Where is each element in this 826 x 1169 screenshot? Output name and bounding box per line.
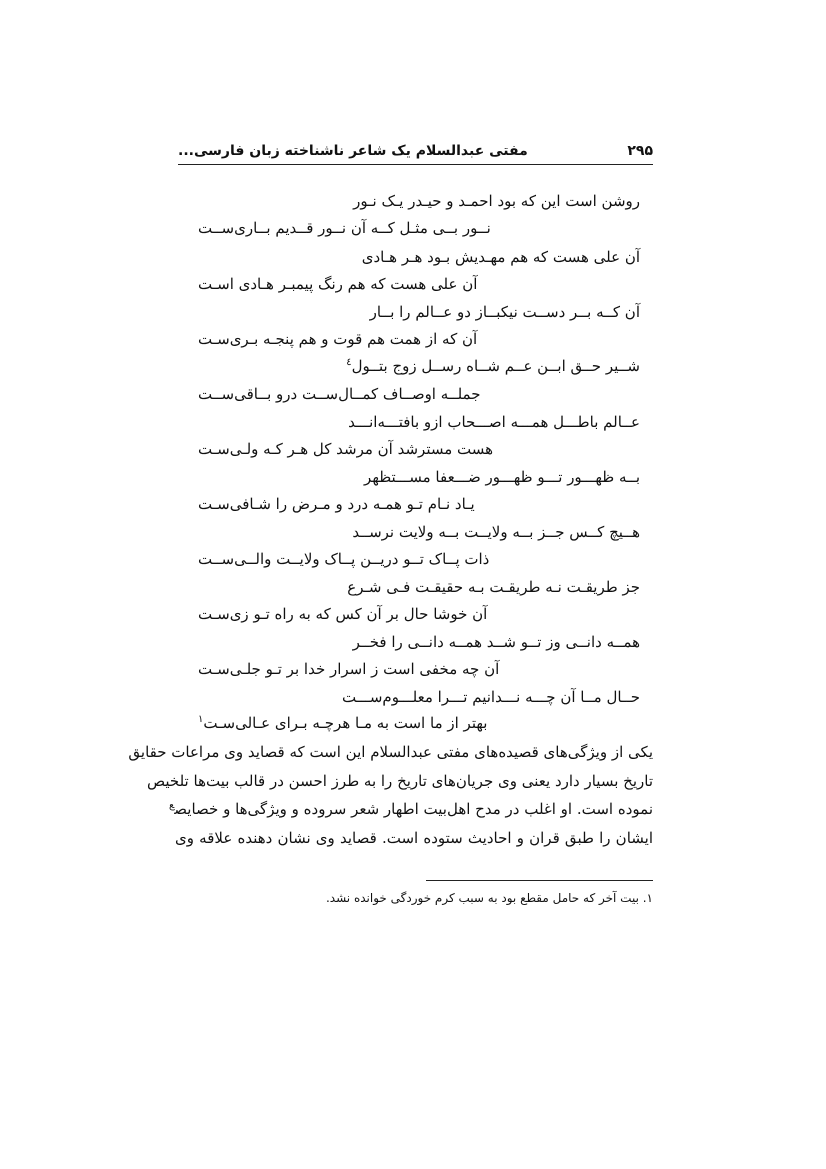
footnote-marker: ٤ [346, 357, 352, 368]
paragraph-text: نموده است. او اغلب در مدح اهل‌بیت اطهار شعر سروده و ویژگی‌ها و خصایص [174, 800, 653, 818]
verse-line: جملــه اوصــاف کمــال‌ســت درو بــاقی‌ســت [198, 385, 481, 403]
footnote-marker: ١ [198, 714, 204, 725]
paragraph-line: یکی از ویژگی‌های قصیده‌های مفتی عبدالسلام این است که قصاید وی مراعات حقایق [128, 743, 653, 761]
paragraph-line: ایشان را طبق قران و احادیث ستوده است. قصاید وی نشان دهنده علاقه وی [175, 828, 653, 847]
body-paragraph [128, 738, 653, 852]
paragraph-line [168, 795, 653, 824]
verse-line: روشن است این که بود احمـد و حیـدر یـک نـور [353, 192, 640, 210]
verse-line: حــال مــا آن چـــه نـــدانیم تـــرا معلـــوم‌ســـت [341, 688, 640, 706]
verse-line: عــالم باطـــل همـــه اصـــحاب ازو بافتـــه‌انـــد [348, 413, 640, 431]
verse-text: شــیر حــق ابــن عــم شــاه رســل زوج بتــول [351, 357, 640, 375]
verse-line: نــور بــی مثـل کــه آن نــور قــدیم بــاری‌ســت [198, 219, 491, 237]
verse-line: آن علی هست که هم رنگ پیمبـر هـادی اسـت [198, 275, 478, 293]
verse-line: جز طریقـت نـه طریقـت بـه حقیقـت فـی شـرع [347, 578, 640, 596]
running-title: مفتی عبدالسلام یک شاعر ناشناخته زبان فارسی... [178, 143, 528, 159]
footnote-separator [426, 880, 653, 881]
honorific-superscript: ع [168, 800, 175, 811]
verse-line: بــه ظهـــور تـــو ظهـــور ضـــعفا مســـتظهر [364, 468, 640, 486]
verse-line: هــیچ کــس جــز بــه ولایــت بــه ولایت نرســد [352, 523, 640, 541]
verse-line: هست مسترشد آن مرشد کل هـر کـه ولـی‌سـت [198, 440, 494, 458]
verse-line: همــه دانــی وز تــو شــد همــه دانــی را فخــر [352, 633, 640, 651]
verse-text: بهتر از ما است به مـا هرچـه بـرای عـالی‌سـت [203, 714, 488, 732]
verse-line: یـاد نـام تـو همـه درد و مـرض را شـافی‌سـت [198, 495, 475, 513]
page-header [178, 140, 653, 165]
footnote: ۱. بیت آخر که حامل مقطع بود به سبب کرم خوردگی خوانده نشد. [325, 891, 653, 905]
verse-line: آن علی هست که هم مهـدیش بـود هـر هـادی [361, 248, 640, 266]
verse-line [150, 353, 640, 379]
verse-line: آن چه مخفی است ز اسرار خدا بر تـو جلـی‌سـت [198, 660, 500, 678]
verse-line: آن خوشا حال بر آن کس که به راه تـو زی‌سـت [198, 605, 488, 623]
verse-line [198, 710, 487, 736]
verse-line: ذات پــاک تــو دریــن پــاک ولایــت والــی‌ســت [198, 550, 490, 568]
paragraph-line: تاریخ بسیار دارد یعنی وی جریان‌های تاریخ را به طرز احسن در قالب بیت‌ها تلخیص [147, 771, 653, 790]
verse-line: آن کــه بــر دســت نیکبــاز دو عــالم را بــار [369, 303, 640, 321]
page-number: ۲۹۵ [627, 143, 653, 159]
verse-line: آن که از همت هم قوت و هم پنجـه بـری‌سـت [198, 330, 478, 348]
